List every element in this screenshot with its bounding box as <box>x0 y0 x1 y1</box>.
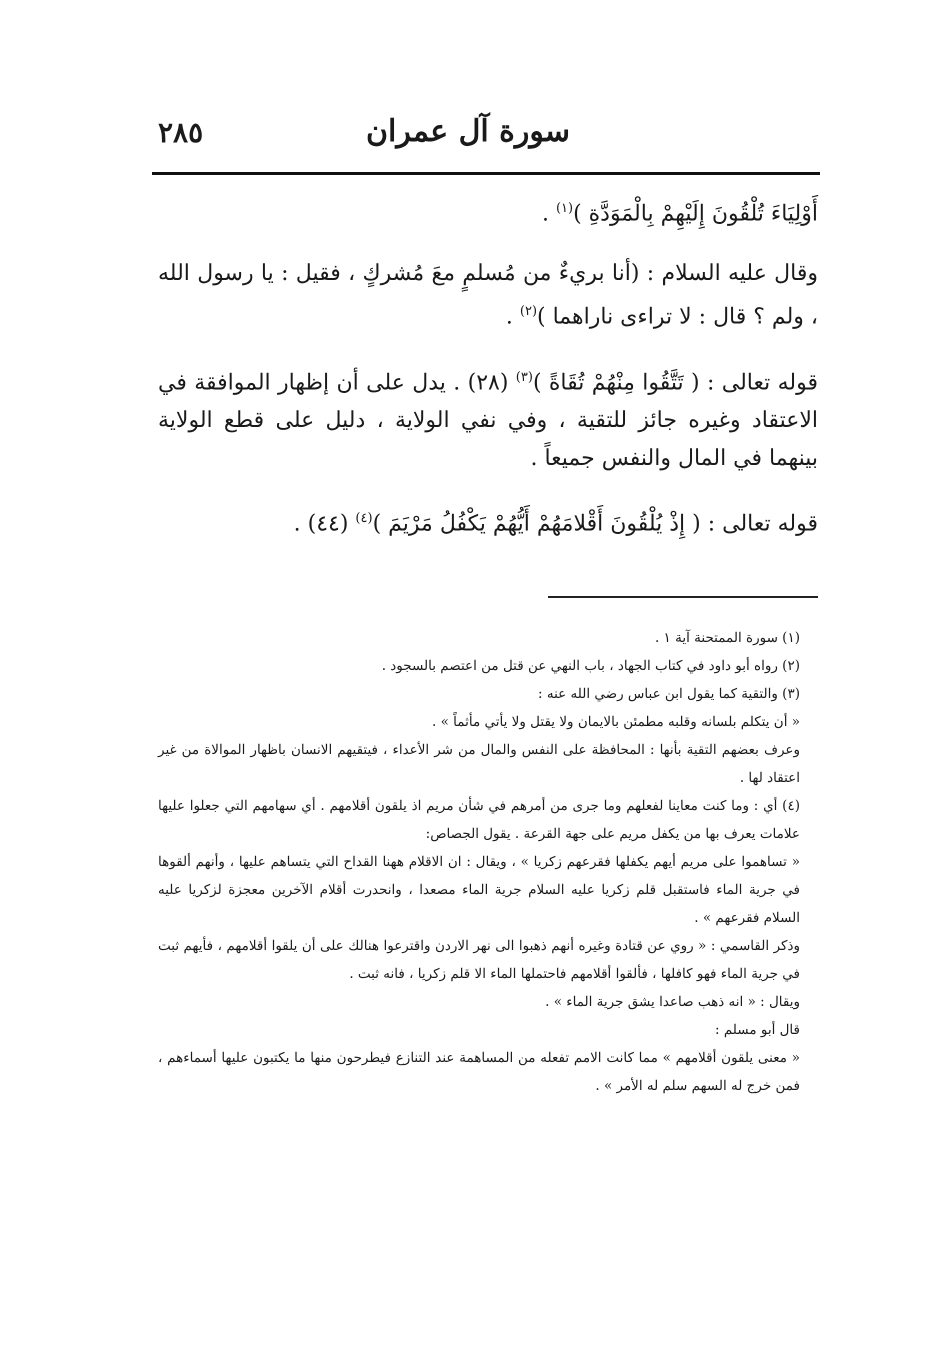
footnote-ref: (١) <box>555 201 574 216</box>
page-number: ٢٨٥ <box>158 116 204 149</box>
footnote-4-abu-muslim: قال أبو مسلم : <box>714 1022 800 1038</box>
surah-title: سورة آل عمران <box>365 114 570 149</box>
verse-text: قوله تعالى : ( تَتَّقُوا مِنْهُمْ تُقَاةً ) <box>532 369 818 395</box>
footnote-3-definition: وعرف بعضهم التقية بأنها : المحافظة على النفس والمال من شر الأعداء ، فيتقيهم الانسان باظهار الموالاة من غير اعتقاد لها . <box>158 742 800 786</box>
hadith-end: . <box>505 304 520 330</box>
hadith-text: وقال عليه السلام : (أنا بريءٌ من مُسلمٍ معَ مُشركٍ ، فقيل : يا رسول الله ، ولم ؟ قال : لا تراءى ناراهما ) <box>158 261 818 330</box>
footnote-ref: (٢) <box>519 304 538 320</box>
footnote-2: (٢) رواه أبو داود في كتاب الجهاد ، باب النهي عن قتل من اعتصم بالسجود . <box>381 658 800 674</box>
footnote-1: (١) سورة الممتحنة آية ١ . <box>654 630 800 646</box>
footnote-ref: (٣) <box>515 369 533 385</box>
verse-end: . <box>541 201 556 227</box>
footnote-divider <box>548 596 818 598</box>
commentary-text: (٢٨) . يدل على أن إظهار الموافقة في الاعتقاد وغيره جائز للتقية ، وفي نفي الولاية ، دليل على قطع الولاية بينهما في المال والنفس جميعاً . <box>158 369 818 471</box>
verse-text: قوله تعالى : ( إِذْ يُلْقُونَ أَقْلامَهُمْ أَيُّهُمْ يَكْفُلُ مَرْيَمَ ) <box>372 511 818 537</box>
footnotes <box>158 624 818 1100</box>
page-header <box>150 112 820 158</box>
verse-number: (٤٤) . <box>293 511 356 537</box>
main-text <box>158 190 818 565</box>
footnote-4-jassas-quote: « تساهموا على مريم أيهم يكفلها فقرعهم زكريا » ، ويقال : ان الاقلام ههنا القداح التي يتساهم عليها ، وأنهم ألقوها في جرية الماء فاستقبل قلم زكريا عليه السلام جرية الماء مصعدا ، وانحدرت أقلام الآخرين معجزة لزكريا عليه السلام فقرعهم » . <box>158 854 800 926</box>
footnote-4-saying: ويقال : « انه ذهب صاعدا يشق جرية الماء » . <box>545 994 800 1010</box>
footnote-4-qasimi-quote: وذكر القاسمي : « روي عن قتادة وغيره أنهم ذهبوا الى نهر الاردن واقترعوا هنالك على أن يلقوا أقلامهم ، فأيهم ثبت في جرية الماء فهو كافلها ، فألقوا أقلامهم فاحتملها الماء الا قلم زكريا ، فانه ثبت . <box>158 938 800 982</box>
commentary-paragraph-1 <box>158 359 818 478</box>
verse-text: أَوْلِيَاءَ تُلْقُونَ إِلَيْهِمْ بِالْمَوَدَّةِ ) <box>573 201 818 227</box>
footnote-ref: (٤) <box>355 510 373 526</box>
commentary-paragraph-2 <box>158 500 818 543</box>
hadith-paragraph <box>158 255 818 336</box>
header-divider <box>152 172 820 175</box>
verse-paragraph-1 <box>158 190 818 233</box>
footnote-3: (٣) والتقية كما يقول ابن عباس رضي الله عنه : <box>538 686 800 702</box>
footnote-3-quote: « أن يتكلم بلسانه وقلبه مطمئن بالايمان ولا يقتل ولا يأتي مأثماً » . <box>432 714 800 730</box>
footnote-4: (٤) أي : وما كنت معاينا لفعلهم وما جرى من أمرهم في شأن مريم اذ يلقون أقلامهم . أي سهامهم التي جعلوا عليها علامات يعرف بها من يكفل مريم على جهة القرعة . يقول الجصاص: <box>158 798 800 842</box>
footnote-4-meaning: « معنى يلقون أقلامهم » مما كانت الامم تفعله من المساهمة عند التنازع فيطرحون منها ما يكتبون عليها أسماءهم ، فمن خرج له السهم سلم له الأمر » . <box>158 1050 800 1094</box>
